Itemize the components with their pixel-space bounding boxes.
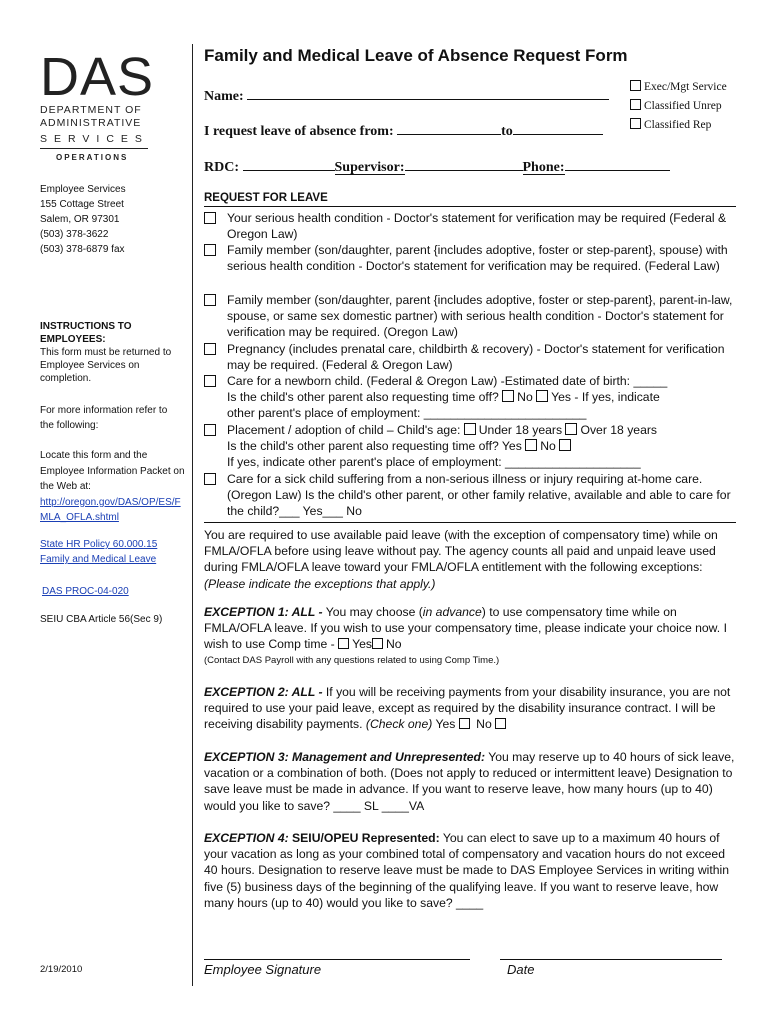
request-item-placement [204, 422, 738, 471]
request-item-family-federal [204, 242, 738, 274]
option-classified-rep[interactable] [630, 116, 727, 135]
exception-label-b: SEIU/OPEU Represented: [292, 831, 440, 845]
exception-4 [204, 830, 738, 911]
exception-2 [204, 684, 738, 733]
check-one-label: (Check one) [365, 717, 433, 732]
option-label: Classified Unrep [644, 100, 722, 112]
newborn-other-parent [227, 389, 738, 405]
checkbox[interactable] [204, 294, 216, 306]
intro-text: You are required to use available paid leave (with the exception of compensatory time) while on FMLA/OFLA before using leave without pay. The agency counts all paid and unpaid leave used during FMLA/OFLA leave toward your FMLA/OFLA entitlement with the following exceptions: [204, 528, 718, 575]
option-exec-mgt[interactable] [630, 78, 727, 97]
instructions-text: This form must be returned to Employee Services on completion. [40, 347, 172, 384]
item-text: If yes, indicate other parent's place of employment: ____________________ [227, 455, 641, 470]
date-signature-line[interactable] [500, 959, 722, 960]
item-text: Your serious health condition - Doctor's statement for verification may be required (Federal & Oregon Law) [227, 211, 727, 242]
request-item-own-health [204, 210, 738, 242]
exception-3 [204, 749, 738, 814]
employee-signature-label: Employee Signature [204, 962, 322, 977]
more-info-text: For more information refer to the following: [40, 405, 168, 431]
policy-link[interactable]: State HR Policy 60.000.15 Family and Medical Leave [40, 539, 158, 565]
request-item-sick-child [204, 471, 738, 520]
supervisor-label: Supervisor: [334, 160, 405, 175]
item-text: Care for a newborn child. (Federal & Oregon Law) -Estimated date of birth: _____ [227, 374, 668, 388]
checkbox[interactable] [559, 439, 571, 451]
over-18-label: Over 18 years [580, 423, 658, 437]
sidebar-address [40, 182, 188, 257]
item-text: Family member (son/daughter, parent {includes adoptive, foster or step-parent}, parent-in-law, spouse, or same sex domestic partner) with serious health condition - Doctor's statement for verification may be required. (Oregon Law) [227, 293, 733, 340]
phone-field[interactable] [565, 156, 670, 171]
to-date-field[interactable] [513, 120, 603, 135]
instructions-block [40, 320, 182, 385]
checkbox[interactable] [338, 638, 349, 649]
item-text: Placement / adoption of child – Child's age: [227, 423, 461, 437]
address-line: 155 Cottage Street [40, 199, 124, 210]
phone-label: Phone: [522, 160, 565, 175]
name-label: Name: [204, 89, 244, 104]
supervisor-field[interactable] [405, 156, 523, 171]
item-text: Is the child's other parent also requesting time off? [227, 390, 499, 405]
exception-text: You may choose ( [325, 605, 423, 619]
no-label: No [476, 717, 492, 732]
request-item-pregnancy [204, 341, 738, 373]
exception-label: EXCEPTION 4: [204, 831, 289, 845]
checkbox[interactable] [565, 423, 577, 435]
from-date-field[interactable] [397, 120, 501, 135]
item-text: Pregnancy (includes prenatal care, childbirth & recovery) - Doctor's statement for verification may be required. (Federal & Oregon Law) [227, 342, 725, 373]
logo-dept-line1: DEPARTMENT OF [40, 104, 142, 116]
placement-other-parent [227, 438, 738, 454]
logo-rule [40, 148, 148, 149]
rdc-row [204, 156, 724, 176]
employee-signature-line[interactable] [204, 959, 470, 960]
name-row [204, 85, 609, 105]
dates-row [204, 120, 603, 140]
employee-type-options [630, 78, 727, 135]
locate-block [40, 448, 186, 526]
address-line: Salem, OR 97301 [40, 214, 120, 225]
checkbox[interactable] [502, 390, 514, 402]
logo-services: SERVICES [40, 133, 149, 145]
exception-text: ) to use compensatory time while on FMLA/OFLA leave. If you wish to use your compensatory time, please indicate your choice now. I wish to use Comp time - [204, 605, 727, 652]
intro-italic: (Please indicate the exceptions that apply.) [204, 576, 436, 591]
checkbox[interactable] [372, 638, 383, 649]
request-rule [204, 206, 736, 207]
checkbox[interactable] [536, 390, 548, 402]
exception-label: EXCEPTION 1: ALL - [204, 605, 323, 619]
yes-label: Yes - If yes, indicate [551, 390, 660, 405]
checkbox[interactable] [204, 212, 216, 224]
exception-label: EXCEPTION 2: ALL - [204, 685, 323, 699]
column-divider [192, 44, 193, 986]
exception-text: You may reserve up to 40 hours of sick leave, vacation or a combination of both. (Does not apply to reduced or intermittent leave) Designation to save leave must be made in advance. If you want to reserve leave, how many hours (up to 40) would you like to save? ____ SL ____VA [204, 750, 735, 813]
yes-label: Yes [352, 637, 372, 652]
item-text: Care for a sick child suffering from a non-serious illness or injury requiring at-home care. (Oregon Law) Is the child's other parent, or other family relative, available and able to care for the child?___ Yes___ No [227, 472, 731, 519]
exception-text: If you will be receiving payments from your disability insurance, you are not required to use your paid leave, except as required by the disability insurance contract. I will be receiving disability payments. [204, 685, 731, 732]
checkbox[interactable] [204, 343, 216, 355]
no-label: No [386, 637, 402, 652]
exception-emphasis: in advance [422, 605, 482, 619]
logo-dept-line2: ADMINISTRATIVE [40, 117, 142, 129]
das-logo: DAS [40, 47, 155, 107]
logo-operations: OPERATIONS [56, 153, 129, 162]
logo-department [40, 104, 150, 130]
under-18-label: Under 18 years [478, 423, 563, 437]
checkbox[interactable] [204, 244, 216, 256]
checkbox[interactable] [459, 718, 470, 729]
address-phone: (503) 378-3622 [40, 229, 109, 240]
option-label: Classified Rep [644, 119, 712, 131]
date-label: Date [507, 962, 535, 977]
exceptions-rule [204, 522, 736, 523]
no-label: No [540, 439, 556, 454]
item-text: other parent's place of employment: ________________________ [227, 406, 587, 421]
exception-1 [204, 604, 738, 669]
yes-label: Yes [435, 717, 456, 732]
rdc-label: RDC: [204, 160, 239, 175]
option-classified-unrep[interactable] [630, 97, 727, 116]
request-item-newborn [204, 373, 738, 422]
locate-text: Locate this form and the Employee Information Packet on the Web at: [40, 450, 185, 492]
no-label: No [517, 390, 533, 405]
checkbox[interactable] [630, 99, 641, 110]
to-label: to [501, 124, 513, 139]
item-text: Is the child's other parent also requesting time off? Yes [227, 439, 522, 454]
checkbox[interactable] [204, 473, 216, 485]
checkbox[interactable] [204, 375, 216, 387]
checkbox[interactable] [464, 423, 476, 435]
proc-link[interactable]: DAS PROC-04-020 [42, 586, 129, 597]
request-heading: REQUEST FOR LEAVE [204, 192, 328, 204]
option-label: Exec/Mgt Service [644, 81, 727, 93]
rdc-field[interactable] [243, 156, 335, 171]
address-fax: (503) 378-6879 fax [40, 244, 125, 255]
checkbox[interactable] [525, 439, 537, 451]
form-title: Family and Medical Leave of Absence Request Form [204, 46, 628, 65]
item-text: Family member (son/daughter, parent {includes adoptive, foster or step-parent}, spouse) with serious health condition - Doctor's statement for verification may be required. (Federal Law) [227, 243, 728, 274]
checkbox[interactable] [204, 424, 216, 436]
exception-label: EXCEPTION 3: Management and Unrepresented: [204, 750, 486, 764]
placement-age [227, 422, 738, 438]
address-line: Employee Services [40, 184, 126, 195]
name-field[interactable] [247, 85, 609, 100]
request-label: I request leave of absence from: [204, 124, 394, 139]
seiu-article: SEIU CBA Article 56(Sec 9) [40, 614, 163, 625]
exceptions-intro [204, 527, 738, 592]
checkbox[interactable] [630, 80, 641, 91]
checkbox[interactable] [630, 118, 641, 129]
instructions-heading: INSTRUCTIONS TO EMPLOYEES: [40, 321, 132, 345]
exception-text: You can elect to save up to a maximum 40 hours of your vacation as long as your combined total of compensatory and vacation hours do not exceed 40 hours. Designation to reserve leave must be made to DAS Employee Services in writing within five (5) business days of the beginning of the qualifying leave. If you want to reserve leave, how many hours (up to 40) would you like to save? ____ [204, 831, 729, 910]
request-item-family-oregon [204, 292, 738, 341]
web-link[interactable]: http://oregon.gov/DAS/OP/ES/FMLA_OFLA.shtml [40, 496, 181, 523]
checkbox[interactable] [495, 718, 506, 729]
form-date: 2/19/2010 [40, 964, 83, 975]
exception-note: (Contact DAS Payroll with any questions related to using Comp Time.) [204, 654, 500, 666]
